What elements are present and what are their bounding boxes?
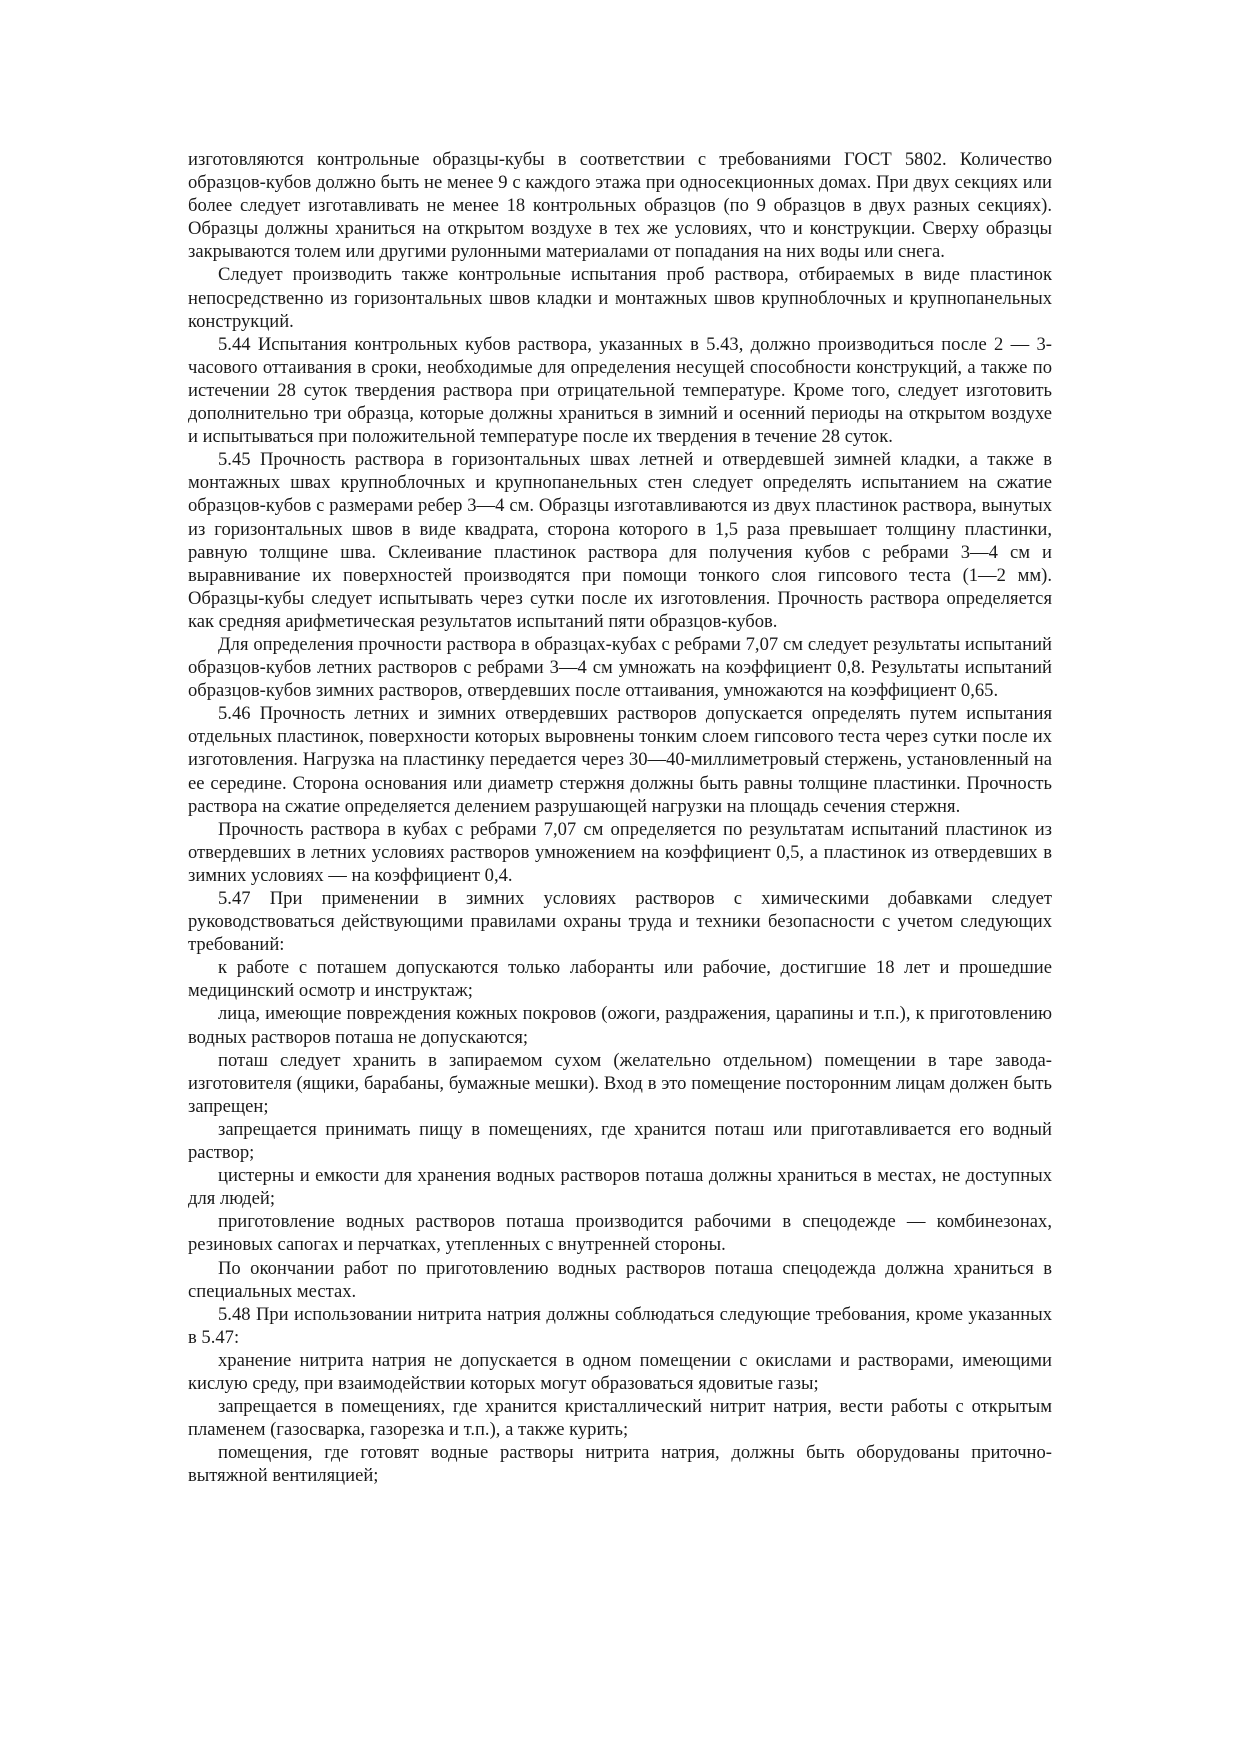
- paragraph-5-45: 5.45 Прочность раствора в горизонтальных швах летней и отвердевшей зимней кладки, а также в монтажных швах крупноблочных и крупнопанельных стен следует определять испытанием на сжатие образцов-кубов с размерами ребер 3—4 см. Образцы изготавливаются из двух пластинок раствора, вынутых из горизонтальных швов в виде квадрата, сторона которого в 1,5 раза превышает толщину пластинки, равную толщине шва. Склеивание пластинок раствора для получения кубов с ребрами 3—4 см и выравнивание их поверхностей производятся при помощи тонкого слоя гипсового теста (1—2 мм). Образцы-кубы следует испытывать через сутки после их изготовления. Прочность раствора определяется как средняя арифметическая результатов испытаний пяти образцов-кубов.: [188, 449, 1052, 632]
- document-page: [188, 148, 1052, 1487]
- list-item-potash-storage: поташ следует хранить в запираемом сухом (желательно отдельном) помещении в таре завода-изготовителя (ящики, барабаны, бумажные мешки). Вход в это помещение посторонним лицам должен быть запрещен;: [188, 1049, 1052, 1117]
- paragraph-workwear-storage: По окончании работ по приготовлению водных растворов поташа спецодежда должна храниться в специальных местах.: [188, 1257, 1052, 1302]
- paragraph-cube-strength: Прочность раствора в кубах с ребрами 7,07 см определяется по результатам испытаний пластинок из отвердевших в летних условиях растворов умножением на коэффициент 0,5, а пластинок из отвердевших в зимних условиях — на коэффициент 0,4.: [188, 818, 1052, 886]
- list-item-skin-damage: лица, имеющие повреждения кожных покровов (ожоги, раздражения, царапины и т.п.), к приготовлению водных растворов поташа не допускаются;: [188, 1003, 1052, 1048]
- paragraph-coefficients: Для определения прочности раствора в образцах-кубах с ребрами 7,07 см следует результаты испытаний образцов-кубов летних растворов с ребрами 3—4 см умножать на коэффициент 0,8. Результаты испытаний образцов-кубов зимних растворов, отвердевших после оттаивания, умножаются на коэффициент 0,65.: [188, 633, 1052, 702]
- list-item-potash-access: к работе с поташем допускаются только лаборанты или рабочие, достигшие 18 лет и прошедшие медицинский осмотр и инструктаж;: [188, 957, 1052, 1002]
- list-item-no-food: запрещается принимать пищу в помещениях, где хранится поташ или приготавливается его водный раствор;: [188, 1118, 1052, 1164]
- list-item-open-flame: запрещается в помещениях, где хранится кристаллический нитрит натрия, вести работы с открытым пламенем (газосварка, газорезка и т.п.), а также курить;: [188, 1396, 1052, 1441]
- list-item-nitrite-storage: хранение нитрита натрия не допускается в одном помещении с окислами и растворами, имеющими кислую среду, при взаимодействии которых могут образоваться ядовитые газы;: [188, 1349, 1052, 1394]
- paragraph-5-44: 5.44 Испытания контрольных кубов раствора, указанных в 5.43, должно производиться после 2 — 3-часового оттаивания в сроки, необходимые для определения несущей способности конструкций, а также по истечении 28 суток твердения раствора при отрицательной температуре. Кроме того, следует изготовить дополнительно три образца, которые должны храниться в зимний и осенний периоды на открытом воздухе и испытываться при положительной температуре после их твердения в течение 28 суток.: [188, 333, 1052, 448]
- paragraph-5-46: 5.46 Прочность летних и зимних отвердевших растворов допускается определять путем испытания отдельных пластинок, поверхности которых выровнены тонким слоем гипсового теста через сутки после их изготовления. Нагрузка на пластинку передается через 30—40-миллиметровый стержень, установленный на ее середине. Сторона основания или диаметр стержня должны быть равны толщине пластинки. Прочность раствора на сжатие определяется делением разрушающей нагрузки на площадь сечения стержня.: [188, 703, 1052, 817]
- paragraph-5-47: 5.47 При применении в зимних условиях растворов с химическими добавками следует руководствоваться действующими правилами охраны труда и техники безопасности с учетом следующих требований:: [188, 888, 1052, 956]
- paragraph-control-samples: изготовляются контрольные образцы-кубы в соответствии с требованиями ГОСТ 5802. Количество образцов-кубов должно быть не менее 9 с каждого этажа при односекционных домах. При двух секциях или более следует изготавливать не менее 18 контрольных образцов (по 9 образцов в двух разных секциях). Образцы должны храниться на открытом воздухе в тех же условиях, что и конструкции. Сверху образцы закрываются толем или другими рулонными материалами от попадания на них воды или снега.: [188, 149, 1052, 263]
- paragraph-5-48: 5.48 При использовании нитрита натрия должны соблюдаться следующие требования, кроме указанных в 5.47:: [188, 1303, 1052, 1348]
- list-item-ventilation: помещения, где готовят водные растворы нитрита натрия, должны быть оборудованы приточно-вытяжной вентиляцией;: [188, 1442, 1052, 1487]
- paragraph-plate-tests: Следует производить также контрольные испытания проб раствора, отбираемых в виде пластинок непосредственно из горизонтальных швов кладки и монтажных швов крупноблочных и крупнопанельных конструкций.: [188, 264, 1052, 332]
- list-item-tanks: цистерны и емкости для хранения водных растворов поташа должны храниться в местах, не доступных для людей;: [188, 1165, 1052, 1210]
- list-item-workwear: приготовление водных растворов поташа производится рабочими в спецодежде — комбинезонах, резиновых сапогах и перчатках, утепленных с внутренней стороны.: [188, 1211, 1052, 1256]
